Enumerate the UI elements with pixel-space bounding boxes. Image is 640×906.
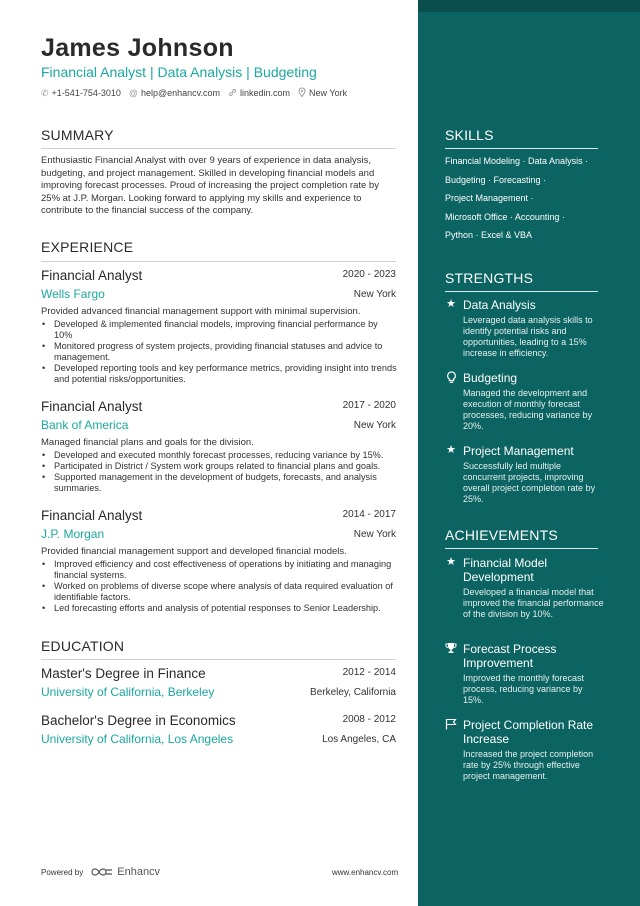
powered-by-label: Powered by: [41, 867, 84, 877]
at-icon: @: [128, 88, 138, 98]
job-bullet: • Monitored progress of system projects, providing financial statuses and advice to management.: [41, 341, 397, 363]
skills-list: [445, 155, 615, 248]
achievement-item: [445, 642, 605, 706]
star-icon: ★: [446, 444, 456, 456]
candidate-name: James Johnson: [41, 34, 234, 62]
education-heading: EDUCATION: [41, 638, 125, 654]
skills-divider: [445, 148, 598, 149]
job-dates: 2020 - 2023: [342, 269, 396, 280]
contact-linkedin-text: linkedin.com: [240, 88, 291, 98]
job-title: Financial Analyst: [41, 399, 143, 414]
contact-location: [298, 87, 347, 99]
job-description: Managed financial plans and goals for the division.: [41, 437, 254, 448]
job-bullets: [41, 450, 397, 494]
sidebar-top-band: [418, 0, 640, 12]
job-description: Provided advanced financial management support with minimal supervision.: [41, 306, 361, 317]
education-location: Berkeley, California: [310, 687, 396, 698]
candidate-title: Financial Analyst | Data Analysis | Budgeting: [41, 64, 317, 80]
experience-divider: [41, 261, 396, 262]
star-icon: ★: [446, 556, 456, 568]
job-bullet: • Worked on problems of diverse scope where analysis of data required evaluation of identifiable factors.: [41, 581, 397, 603]
contact-linkedin[interactable]: [228, 87, 290, 99]
achievement-description: Increased the project completion rate by 25% through effective project management.: [463, 749, 594, 781]
summary-heading: SUMMARY: [41, 127, 114, 143]
contact-row: [41, 87, 347, 99]
skill-line: Microsoft Office · Accounting ·: [445, 211, 565, 222]
summary-text: Enthusiastic Financial Analyst with over 9 years of experience in data analysis, budgeting, and project management. Skilled in developing financial models and improving forecast processes. Proud of increasing the project completion rate by 25% at J.P. Morgan. Looking forward to applying my skills and experience to contribute to the financial success of the company.: [41, 155, 379, 216]
education-degree: Bachelor's Degree in Economics: [41, 713, 236, 728]
job-bullet: • Developed & implemented financial models, improving financial performance by 10%: [41, 319, 397, 341]
job-bullets: [41, 559, 397, 614]
phone-icon: ✆: [41, 87, 49, 98]
strength-description: Successfully led multiple concurrent projects, improving overall project completion rate by 25%.: [463, 461, 596, 504]
skill-line: Python · Excel & VBA: [445, 230, 533, 240]
job-bullet: • Improved efficiency and cost effectiveness of operations by initiating and managing financial systems.: [41, 559, 397, 581]
strengths-divider: [445, 291, 598, 292]
achievement-title: Forecast Process Improvement: [463, 642, 557, 670]
footer-website[interactable]: www.enhancv.com: [332, 868, 399, 877]
job-entry: [41, 508, 397, 614]
education-dates: 2012 - 2014: [342, 667, 396, 678]
enhancv-logo-icon: [91, 867, 113, 877]
job-dates: 2014 - 2017: [342, 509, 396, 520]
achievements-heading: ACHIEVEMENTS: [445, 527, 558, 543]
job-company: Wells Fargo: [41, 287, 105, 301]
star-icon: ★: [446, 298, 456, 310]
strength-title: Budgeting: [463, 371, 518, 385]
strengths-heading: STRENGTHS: [445, 270, 534, 286]
education-location: Los Angeles, CA: [322, 734, 396, 745]
contact-email[interactable]: [129, 87, 220, 99]
job-entry: [41, 268, 397, 385]
achievement-item: [445, 556, 605, 620]
job-entry: [41, 399, 397, 494]
achievement-description: Improved the monthly forecast process, reducing variance by 15%.: [463, 673, 585, 705]
strength-title: Project Management: [463, 444, 574, 458]
link-icon: [228, 88, 237, 99]
job-bullet: • Participated in District / System work groups related to financial plans and goals.: [41, 461, 397, 472]
job-title: Financial Analyst: [41, 508, 143, 523]
enhancv-logo[interactable]: [91, 866, 160, 878]
job-location: New York: [353, 289, 396, 300]
strength-description: Managed the development and execution of monthly forecast processes, reducing variance by 20%.: [463, 388, 593, 431]
job-company: Bank of America: [41, 418, 129, 432]
skill-line: Financial Modeling · Data Analysis ·: [445, 156, 589, 166]
flag-icon: [445, 718, 457, 731]
strength-item: [445, 444, 605, 505]
job-dates: 2017 - 2020: [342, 400, 396, 411]
achievement-title: Financial Model Development: [463, 556, 548, 584]
skill-line: Budgeting · Forecasting ·: [445, 174, 547, 185]
achievement-description: Developed a financial model that improved the financial performance of the division by 10%.: [463, 587, 604, 619]
achievements-divider: [445, 548, 598, 549]
trophy-icon: [445, 642, 457, 655]
location-pin-icon: [298, 87, 306, 99]
skill-line: Project Management ·: [445, 193, 534, 203]
experience-heading: EXPERIENCE: [41, 239, 134, 255]
job-description: Provided financial management support and developed financial models.: [41, 546, 347, 557]
job-bullet: • Developed and executed monthly forecast processes, reducing variance by 15%.: [41, 450, 397, 461]
summary-divider: [41, 148, 396, 149]
contact-phone[interactable]: [41, 87, 121, 99]
lightbulb-icon: [445, 371, 457, 384]
enhancv-brand: Enhancv: [117, 866, 161, 878]
powered-by: [41, 866, 160, 878]
education-degree: Master's Degree in Finance: [41, 666, 206, 681]
strength-description: Leveraged data analysis skills to identify potential risks and opportunities, leading to a 15% increase in efficiency.: [463, 315, 593, 358]
job-bullet: • Supported management in the development of budgets, forecasts, and analysis summaries.: [41, 472, 397, 494]
skills-heading: SKILLS: [445, 127, 494, 143]
job-bullet: • Developed reporting tools and key performance metrics, providing insight into trends and potential risks/opportunities.: [41, 363, 397, 385]
education-school: University of California, Los Angeles: [41, 732, 234, 746]
education-dates: 2008 - 2012: [342, 714, 396, 725]
job-company: J.P. Morgan: [41, 527, 105, 541]
job-title: Financial Analyst: [41, 268, 143, 283]
contact-email-text: help@enhancv.com: [141, 88, 221, 98]
strength-item: [445, 371, 605, 432]
job-location: New York: [353, 529, 396, 540]
job-bullet: • Led forecasting efforts and analysis of potential responses to Senior Leadership.: [41, 603, 397, 614]
job-location: New York: [353, 420, 396, 431]
contact-location-text: New York: [309, 88, 348, 98]
education-school: University of California, Berkeley: [41, 685, 215, 699]
job-bullets: [41, 319, 397, 385]
education-divider: [41, 659, 396, 660]
education-entry: [41, 666, 397, 699]
achievement-item: [445, 718, 605, 782]
strength-item: [445, 298, 605, 359]
achievement-title: Project Completion Rate Increase: [463, 718, 594, 746]
education-entry: [41, 713, 397, 746]
strength-title: Data Analysis: [463, 298, 536, 312]
contact-phone-text: +1-541-754-3010: [51, 88, 121, 98]
